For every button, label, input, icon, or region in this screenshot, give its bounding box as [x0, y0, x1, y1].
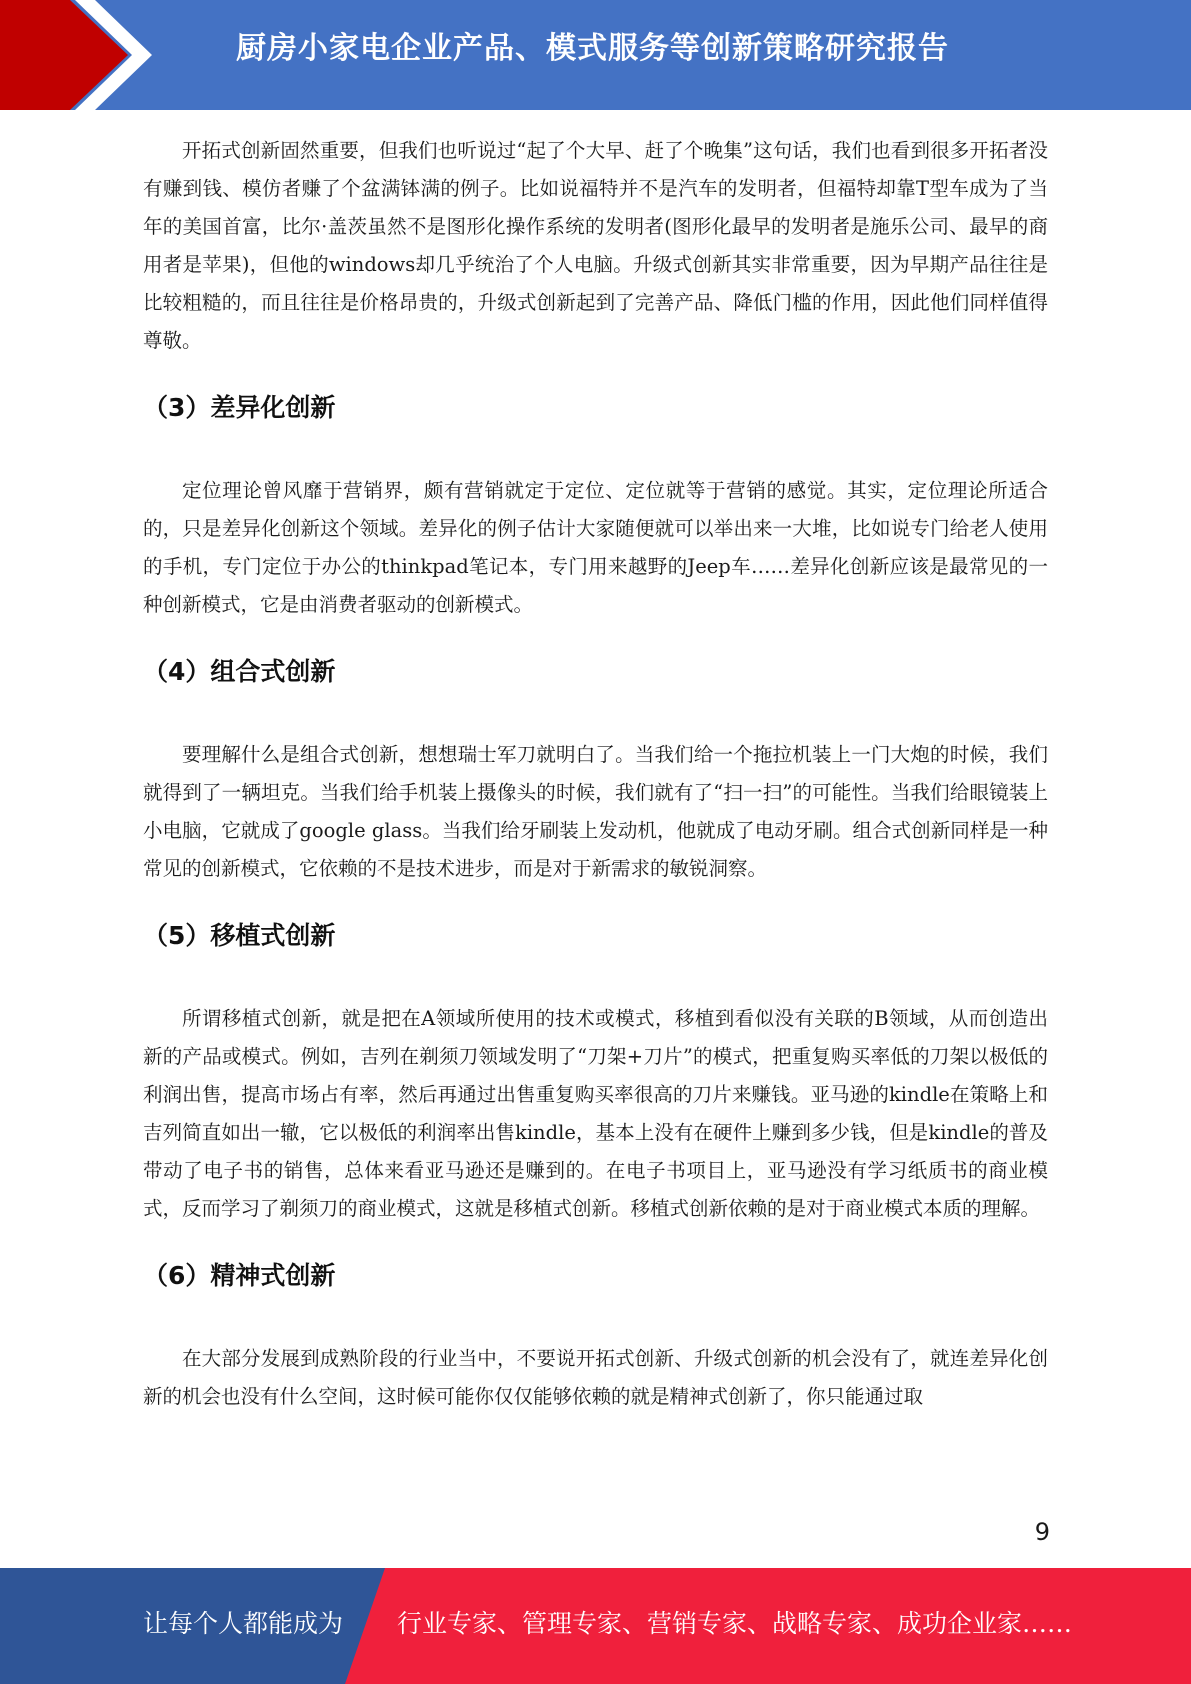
footer-slogan-left: 让每个人都能成为 — [143, 1609, 344, 1638]
page-number: 9 — [1034, 1518, 1050, 1546]
section-heading-combination: （4）组合式创新 — [143, 657, 336, 686]
footer-slogan-right: 行业专家、管理专家、营销专家、战略专家、成功企业家…… — [397, 1609, 1073, 1638]
intro-paragraph: 开拓式创新固然重要，但我们也听说过“起了个大早、赶了个晚集”这句话，我们也看到很多开拓者没有赚到钱、模仿者赚了个盆满钵满的例子。比如说福特并不是汽车的发明者，但福特却靠T型车成为了当年的美国首富，比尔·盖茨虽然不是图形化操作系统的发明者(图形化最早的发明者是施乐公司、最早的商用者是苹果)，但他的windows却几乎统治了个人电脑。升级式创新其实非常重要，因为早期产品往往是比较粗糙的，而且往往是价格昂贵的，升级式创新起到了完善产品、降低门槛的作用，因此他们同样值得尊敬。 — [143, 139, 1048, 352]
section-paragraph-spiritual: 在大部分发展到成熟阶段的行业当中，不要说开拓式创新、升级式创新的机会没有了，就连差异化创新的机会也没有什么空间，这时候可能你仅仅能够依赖的就是精神式创新了，你只能通过取 — [143, 1347, 1048, 1408]
header-chevron-decoration — [0, 0, 160, 110]
section-paragraph-combination: 要理解什么是组合式创新，想想瑞士军刀就明白了。当我们给一个拖拉机装上一门大炮的时候，我们就得到了一辆坦克。当我们给手机装上摄像头的时候，我们就有了“扫一扫”的可能性。当我们给眼镜装上小电脑，它就成了google glass。当我们给牙刷装上发动机，他就成了电动牙刷。组合式创新同样是一种常见的创新模式，它依赖的不是技术进步，而是对于新需求的敏锐洞察。 — [143, 743, 1048, 880]
report-title: 厨房小家电企业产品、模式服务等创新策略研究报告 — [236, 31, 949, 66]
section-paragraph-transplant: 所谓移植式创新，就是把在A领域所使用的技术或模式，移植到看似没有关联的B领域，从而创造出新的产品或模式。例如，吉列在剃须刀领域发明了“刀架+刀片”的模式，把重复购买率低的刀架以极低的利润出售，提高市场占有率，然后再通过出售重复购买率很高的刀片来赚钱。亚马逊的kindle在策略上和吉列简直如出一辙，它以极低的利润率出售kindle，基本上没有在硬件上赚到多少钱，但是kindle的普及带动了电子书的销售，总体来看亚马逊还是赚到的。在电子书项目上，亚马逊没有学习纸质书的商业模式，反而学习了剃须刀的商业模式，这就是移植式创新。移植式创新依赖的是对于商业模式本质的理解。 — [143, 1007, 1048, 1220]
page-header — [0, 0, 1191, 110]
section-paragraph-differentiation: 定位理论曾风靡于营销界，颇有营销就定于定位、定位就等于营销的感觉。其实，定位理论所适合的，只是差异化创新这个领域。差异化的例子估计大家随便就可以举出来一大堆，比如说专门给老人使用的手机，专门定位于办公的thinkpad笔记本，专门用来越野的Jeep车……差异化创新应该是最常见的一种创新模式，它是由消费者驱动的创新模式。 — [143, 479, 1048, 616]
section-heading-transplant: （5）移植式创新 — [143, 921, 336, 950]
section-heading-spiritual: （6）精神式创新 — [143, 1261, 336, 1290]
page-footer — [0, 1568, 1191, 1684]
document-body — [143, 132, 1048, 1416]
section-heading-differentiation: （3）差异化创新 — [143, 393, 336, 422]
